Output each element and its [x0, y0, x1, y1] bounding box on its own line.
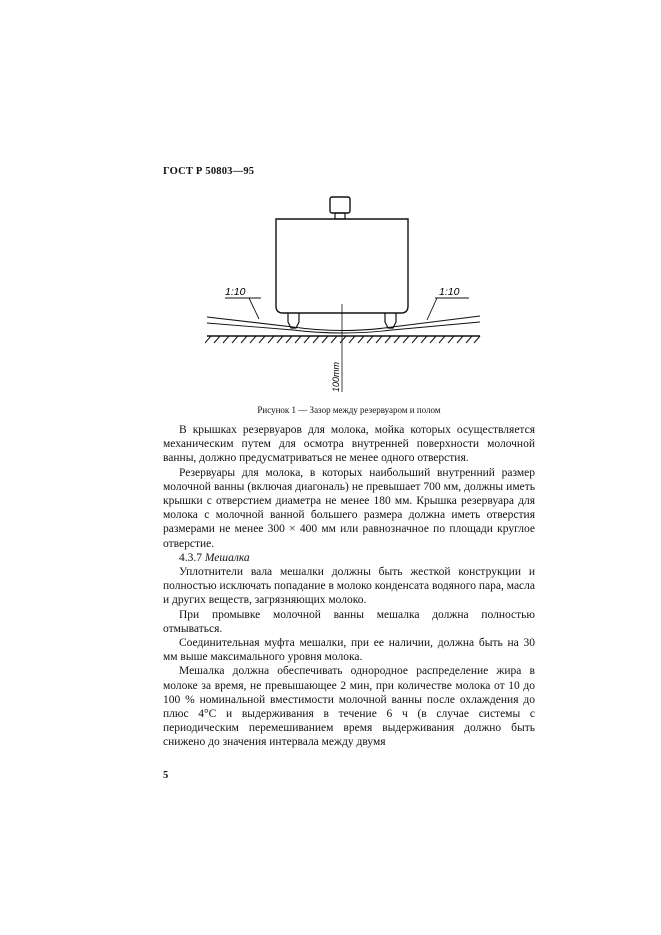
page-number: 5: [163, 770, 169, 781]
paragraph: Резервуары для молока, в которых наибольший внутренний размер молочной ванны (включая диагональ) не превышает 700 мм, должны иметь крышки с отверстием диаметра не менее 180 мм. Крышка резервуара для молока с молочной ванной большего размера должна иметь отверстия размерами не менее 300 × 400 мм или равнозначное по площади круглое отверстие.: [163, 466, 535, 550]
gap-label: 100mm: [331, 361, 341, 392]
floor-hatching: [205, 336, 480, 343]
top-fitting-neck: [335, 213, 345, 219]
paragraph: Уплотнители вала мешалки должны быть жесткой конструкции и полностью исключать попадание в молоко конденсата водяного пара, масла и других веществ, загрязняющих молоко.: [163, 566, 535, 607]
top-fitting: [330, 197, 350, 213]
slope-arrow-left: [249, 298, 259, 319]
figure-caption: Рисунок 1 — Зазор между резервуаром и полом: [257, 405, 441, 415]
slope-arrow-right: [427, 298, 437, 320]
tank-foot-right: [385, 313, 396, 328]
slope-label-left: 1:10: [225, 286, 246, 298]
body-text: [163, 423, 535, 750]
paragraph: При промывке молочной ванны мешалка должна полностью отмываться.: [163, 608, 535, 635]
floor-slope-line: [207, 316, 480, 331]
slope-label-right: 1:10: [439, 286, 460, 298]
tank-floor-gap-figure: [205, 192, 495, 392]
paragraph: Мешалка должна обеспечивать однородное распределение жира в молоке за время, не превышающее 2 мин, при количестве молока от 10 до 100 % номинальной вместимости молочной ванны после охлаждения до плюс 4°С и выдерживания в течение 6 ч (в случае системы с периодическим перемешиванием время выдерживания должно быть снижено до значения интервала между двумя: [163, 665, 535, 749]
section-number: 4.3.7: [179, 551, 202, 564]
floor-slope-line-lower: [207, 322, 480, 333]
document-header: ГОСТ Р 50803—95: [163, 166, 255, 177]
section-title: Мешалка: [204, 551, 250, 564]
paragraph: Соединительная муфта мешалки, при ее наличии, должна быть на 30 мм выше максимального уровня молока.: [163, 637, 535, 664]
tank-foot-left: [288, 313, 299, 328]
tank-body: [276, 219, 408, 313]
paragraph: В крышках резервуаров для молока, мойка которых осуществляется механическим путем для осмотра внутренней поверхности молочной ванны, должно предусматриваться не менее одного отверстия.: [163, 424, 535, 465]
section-heading: [163, 551, 535, 565]
